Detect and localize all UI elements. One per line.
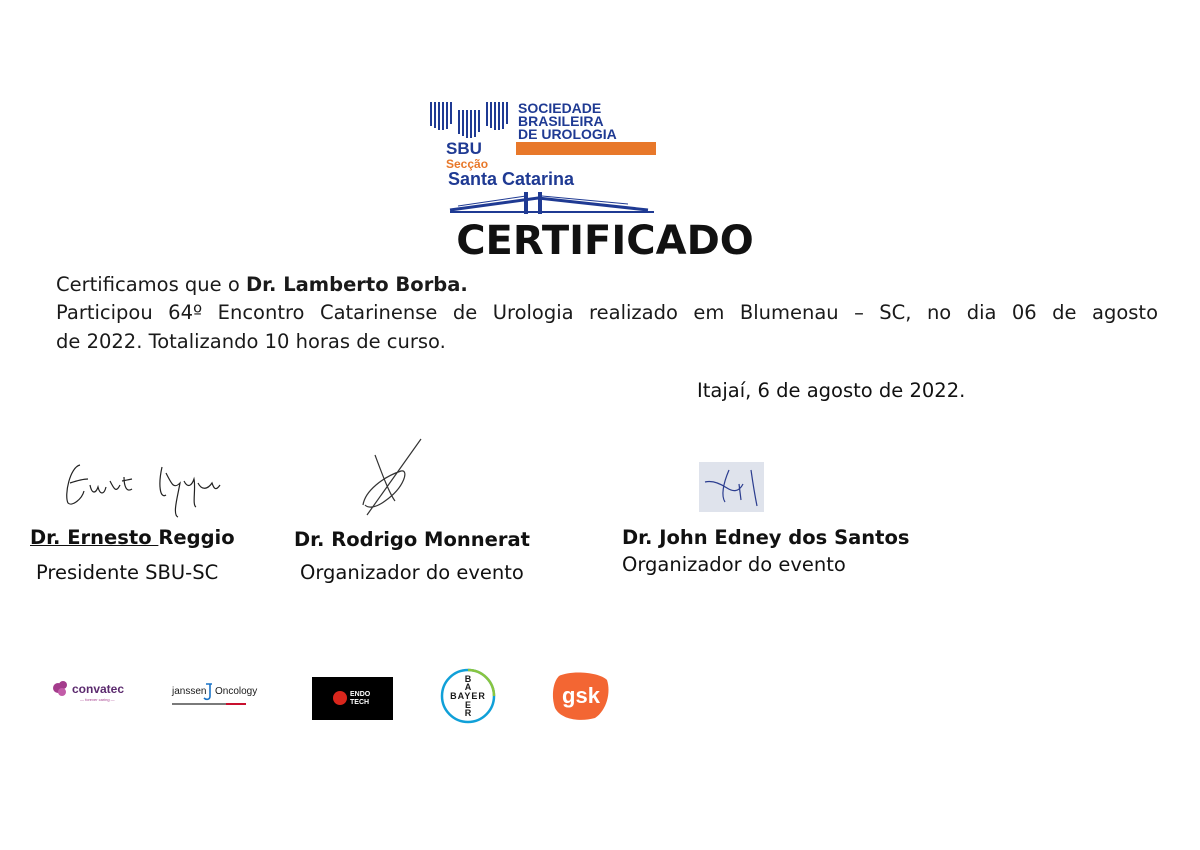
signatory-1-name-underlined: Dr. Ernesto [30,526,159,549]
recipient-name: Dr. Lamberto Borba. [246,273,468,296]
endotech-logo [312,677,393,720]
logo-line3: DE UROLOGIA [518,126,617,142]
logo-orange-bar [516,142,656,155]
endotech-line2: TECH [350,699,370,706]
signature-ernesto-reggio [62,455,222,525]
janssen-division: Oncology [215,686,258,697]
signatory-1-name-rest: Reggio [158,526,235,549]
signatory-1-role: Presidente SBU-SC [36,561,219,584]
signatory-1-name [30,526,235,549]
participation-line: Participou 64º Encontro Catarinense de Urologia realizado em Blumenau – SC, no dia 06 de agosto [56,301,1158,324]
signatory-2-name: Dr. Rodrigo Monnerat [294,528,530,551]
bridge-icon [450,192,654,214]
svg-text:R: R [464,708,472,718]
logo-section-label: Secção [446,157,489,171]
convatec-flower-icon [53,681,67,696]
statement-prefix: Certificamos que o [56,273,246,296]
signatory-3-name: Dr. John Edney dos Santos [622,526,910,549]
logo-line1: SOCIEDADE [518,100,602,116]
signatory-2-role: Organizador do evento [300,561,524,584]
gsk-name: gsk [562,683,600,708]
janssen-oncology-logo [170,680,262,710]
logo-section-name: Santa Catarina [448,169,575,189]
bayer-logo [440,668,496,724]
certificate-title: CERTIFICADO [456,218,754,264]
convatec-tagline: — forever caring — [80,697,115,702]
signature-rodrigo-monnerat [355,435,430,520]
gsk-logo [551,670,611,722]
convatec-name: convatec [72,682,125,696]
endotech-line1: ENDO [350,691,371,698]
janssen-subline-accent [226,703,246,705]
bayer-name-horizontal: BAYER [450,691,486,701]
logo-acronym: SBU [446,139,482,158]
sbu-santa-catarina-logo [428,100,660,218]
svg-text:B: B [464,674,472,684]
sbu-emblem-icon [430,102,508,138]
svg-text:A: A [464,682,472,692]
logo-line2: BRASILEIRA [518,113,604,129]
signatory-3-role: Organizador do evento [622,553,846,576]
certification-statement [56,270,468,299]
issue-date: Itajaí, 6 de agosto de 2022. [697,379,966,402]
convatec-logo [50,678,140,704]
hours-line: de 2022. Totalizando 10 horas de curso. [56,330,446,353]
signature-john-edney [699,462,764,512]
janssen-name: janssen [172,686,207,697]
svg-text:E: E [464,700,472,710]
endotech-emblem-icon [333,691,347,705]
